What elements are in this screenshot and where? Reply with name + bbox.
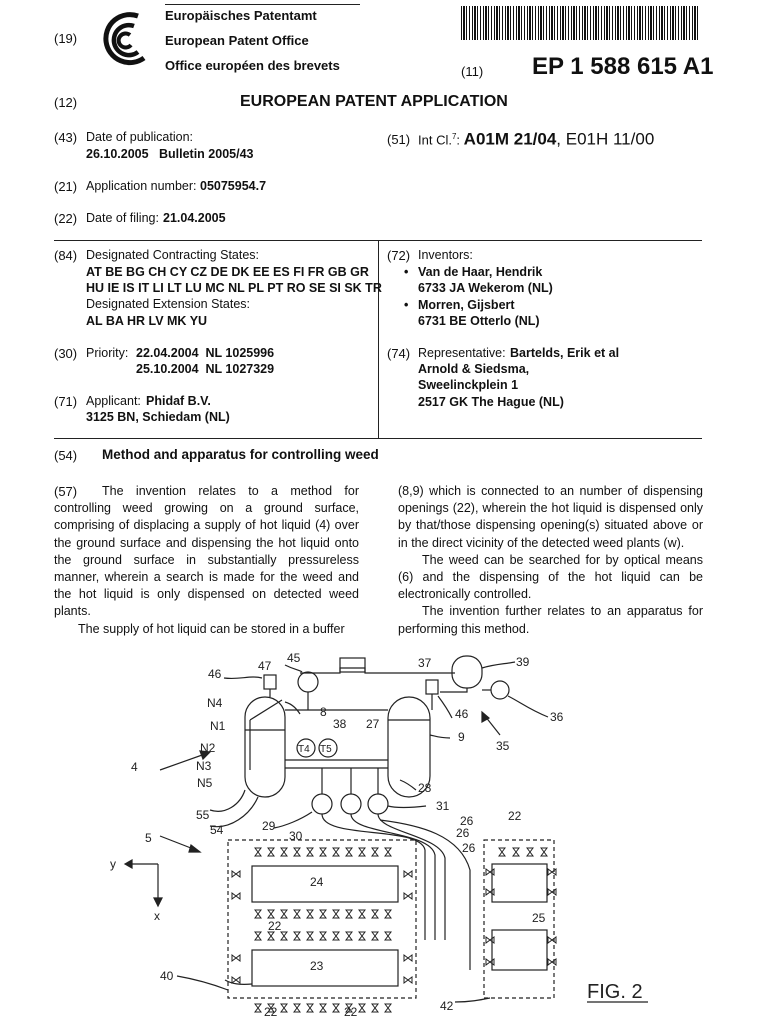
pub-date-value: 26.10.2005 Bulletin 2005/43 xyxy=(86,147,254,161)
ref-38: 38 xyxy=(333,717,347,731)
ref-5: 5 xyxy=(145,831,152,845)
int-cl xyxy=(418,127,654,150)
nozzle-icon xyxy=(404,893,412,899)
nozzle-icon xyxy=(404,871,412,877)
ref-46: 46 xyxy=(208,667,222,681)
ref-47: 47 xyxy=(258,659,272,673)
nozzle-icon xyxy=(307,932,313,940)
nozzle-icon xyxy=(346,910,352,918)
ref-27: 27 xyxy=(366,717,380,731)
nozzle-icon xyxy=(385,932,391,940)
field-frame-40 xyxy=(228,840,416,998)
nozzle-icon xyxy=(268,932,274,940)
representative-label: Representative: xyxy=(418,346,506,360)
nozzle-icon xyxy=(333,1004,339,1012)
nozzle-icon xyxy=(320,1004,326,1012)
code-21: (21) xyxy=(54,179,78,194)
nozzle-icon xyxy=(281,910,287,918)
code-51: (51) xyxy=(387,132,411,147)
code-12: (12) xyxy=(54,95,78,110)
ref-y: y xyxy=(110,857,116,871)
ref-24: 24 xyxy=(310,875,324,889)
hose xyxy=(351,814,435,940)
tank-8 xyxy=(245,697,285,797)
nozzle-icon xyxy=(541,848,547,856)
nozzle-icon xyxy=(294,1004,300,1012)
nozzle-icon xyxy=(232,977,240,983)
leader-line xyxy=(508,696,548,717)
nozzle-icon xyxy=(281,848,287,856)
nozzle-icon xyxy=(255,910,261,918)
inventor-1-address: 6733 JA Wekerom (NL) xyxy=(418,281,553,295)
pipe xyxy=(440,688,467,692)
inventor-2-name: Morren, Gijsbert xyxy=(418,298,515,312)
inventors-label: Inventors: xyxy=(418,248,473,262)
pump-icon xyxy=(312,794,332,814)
nozzle-icon xyxy=(346,848,352,856)
valve-47 xyxy=(264,675,276,689)
nozzle-icon xyxy=(372,1004,378,1012)
nozzle-icon xyxy=(320,932,326,940)
office-name-de: Europäisches Patentamt xyxy=(165,8,317,23)
filing-date-label: Date of filing: xyxy=(86,211,159,225)
manifold-25 xyxy=(492,930,547,970)
representative-line-1: Bartelds, Erik et al xyxy=(510,346,620,360)
nozzle-icon xyxy=(548,959,556,965)
ref-46b: 46 xyxy=(455,707,469,721)
ref-40: 40 xyxy=(160,969,174,983)
nozzle-icon xyxy=(404,977,412,983)
leader-line xyxy=(285,702,300,714)
ref-31: 31 xyxy=(436,799,450,813)
abstract-paragraph: The supply of hot liquid can be stored in a buffer xyxy=(78,621,345,636)
nozzle-icon xyxy=(486,959,494,965)
nozzle-icon xyxy=(385,1004,391,1012)
nozzle-icon xyxy=(232,871,240,877)
code-54: (54) xyxy=(54,448,78,463)
representative-line-4: 2517 GK The Hague (NL) xyxy=(418,395,564,409)
nozzle-icon xyxy=(333,932,339,940)
ref-9: 9 xyxy=(458,730,465,744)
nozzle-icon xyxy=(333,848,339,856)
nozzle-icon xyxy=(548,937,556,943)
representative-line-2: Arnold & Siedsma, xyxy=(418,362,530,376)
manifold-24 xyxy=(252,866,398,902)
gauge-45 xyxy=(298,672,318,692)
ref-22a: 22 xyxy=(508,809,522,823)
nozzle-icon xyxy=(307,848,313,856)
nozzle-icon xyxy=(359,910,365,918)
nozzle-icon xyxy=(307,910,313,918)
office-name-en: European Patent Office xyxy=(165,33,309,48)
ref-39: 39 xyxy=(516,655,530,669)
nozzle-icon xyxy=(268,910,274,918)
ref-x: x xyxy=(154,909,160,923)
nozzle-icon xyxy=(294,910,300,918)
ref-42: 42 xyxy=(440,999,454,1013)
representative-line-3: Sweelinckplein 1 xyxy=(418,378,519,392)
nozzle-icon xyxy=(527,848,533,856)
abstract-paragraph: The weed can be searched for by optical means (6) and the dispensing of the hot liquid can be electronically controlled. xyxy=(398,552,703,602)
priority-entry-1: 22.04.2004 NL 1025996 xyxy=(136,346,275,360)
nozzle-icon xyxy=(281,1004,287,1012)
ref-26c: 26 xyxy=(462,841,476,855)
ref-22c: 22 xyxy=(264,1005,278,1019)
nozzle-icon xyxy=(385,910,391,918)
ref-8: 8 xyxy=(320,705,327,719)
inventor-1-name: Van de Haar, Hendrik xyxy=(418,265,543,279)
pump-icon xyxy=(368,794,388,814)
ref-26b: 26 xyxy=(456,826,470,840)
nozzle-icon xyxy=(548,889,556,895)
states-line-1: AT BE BG CH CY CZ DE DK EE ES FI FR GB GR xyxy=(86,265,369,279)
ref-37: 37 xyxy=(418,656,432,670)
nozzle-icon xyxy=(333,910,339,918)
abstract-paragraph: The invention further relates to an apparatus for performing this method. xyxy=(398,604,703,636)
code-19: (19) xyxy=(54,31,78,46)
controller-box xyxy=(340,658,365,672)
document-type-title: EUROPEAN PATENT APPLICATION xyxy=(240,93,508,110)
nozzle-icon xyxy=(548,869,556,875)
int-cl-rest: , E01H 11/00 xyxy=(556,129,655,149)
bullet-icon: • xyxy=(404,265,409,279)
ref-28: 28 xyxy=(418,781,432,795)
applicant-address: 3125 BN, Schiedam (NL) xyxy=(86,410,230,424)
label-t5: T5 xyxy=(320,744,332,755)
leader-line xyxy=(285,665,302,672)
patent-figure xyxy=(0,640,768,1024)
leader-line xyxy=(400,780,416,790)
nozzle-icon xyxy=(359,1004,365,1012)
nozzle-icon xyxy=(268,848,274,856)
nozzle-icon xyxy=(359,932,365,940)
tank-39 xyxy=(452,656,482,688)
filing-date-value: 21.04.2005 xyxy=(163,211,226,225)
applicant-label: Applicant: xyxy=(86,394,141,408)
int-cl-label: Int Cl. xyxy=(418,132,452,148)
pub-date-label: Date of publication: xyxy=(86,130,194,144)
nozzle-icon xyxy=(294,932,300,940)
nozzle-icon xyxy=(359,848,365,856)
ref-23: 23 xyxy=(310,959,324,973)
code-74: (74) xyxy=(387,346,411,361)
ref-25: 25 xyxy=(532,911,546,925)
nozzle-icon xyxy=(320,848,326,856)
ref-54: 54 xyxy=(210,823,224,837)
leader-line xyxy=(438,696,452,718)
nozzle-icon xyxy=(372,932,378,940)
valve-46 xyxy=(426,680,438,694)
ref-30: 30 xyxy=(289,829,303,843)
nozzle-icon xyxy=(486,869,494,875)
states-line-2: HU IE IS IT LI LT LU MC NL PL PT RO SE SI SK TR xyxy=(86,281,382,295)
nozzle-icon xyxy=(255,848,261,856)
leader-line xyxy=(210,790,245,811)
ref-n1: N1 xyxy=(210,719,226,733)
manifold xyxy=(492,864,547,902)
ref-45: 45 xyxy=(287,651,301,665)
office-name-fr: Office européen des brevets xyxy=(165,58,340,73)
extension-states-label: Designated Extension States: xyxy=(86,297,250,311)
nozzle-icon xyxy=(372,910,378,918)
ref-36: 36 xyxy=(550,710,564,724)
code-22: (22) xyxy=(54,211,78,226)
abstract-paragraph: The invention relates to a method for controlling weed growing on a ground surface, comprising of displacing a supply of hot liquid (4) over the ground surface and dispensing the hot liquid onto the ground surface in substantially pressureless manner, wherein a search is made for the weed and the hot liquid is only dispensed on detected weed plants. xyxy=(54,484,359,619)
nozzle-icon xyxy=(513,848,519,856)
ref-55: 55 xyxy=(196,808,210,822)
states-label: Designated Contracting States: xyxy=(86,248,260,262)
abstract-paragraph: (8,9) which is connected to an number of dispensing openings (22), wherein the hot liquid is dispensed only by that/those dispensing opening(s) situated above or in the direct vicinity of the detected weed plants (w). xyxy=(398,484,703,550)
leader-line xyxy=(274,812,312,828)
nozzle-icon xyxy=(281,932,287,940)
nozzle-icon xyxy=(294,848,300,856)
ref-35: 35 xyxy=(496,739,510,753)
app-number-value: 05075954.7 xyxy=(200,179,267,193)
nozzle-icon xyxy=(486,937,494,943)
nozzle-icon xyxy=(307,1004,313,1012)
abstract-right-column xyxy=(398,483,703,638)
leader-line xyxy=(388,806,426,808)
nozzle-icon xyxy=(404,955,412,961)
nozzle-icon xyxy=(232,955,240,961)
nozzle-icon xyxy=(372,848,378,856)
pump-icon xyxy=(491,681,509,699)
ref-29: 29 xyxy=(262,819,276,833)
code-71: (71) xyxy=(54,394,78,409)
epo-logo-icon xyxy=(98,10,156,68)
leader-line xyxy=(177,976,228,990)
priority-entry-2: 25.10.2004 NL 1027329 xyxy=(136,362,275,376)
nozzle-icon xyxy=(499,848,505,856)
bullet-icon: • xyxy=(404,298,409,312)
nozzle-icon xyxy=(385,848,391,856)
applicant-name: Phidaf B.V. xyxy=(146,394,211,408)
code-11: (11) xyxy=(461,64,484,79)
nozzle-icon xyxy=(320,910,326,918)
nozzle-icon xyxy=(255,932,261,940)
publication-number: EP 1 588 615 A1 xyxy=(532,53,714,80)
code-72: (72) xyxy=(387,248,411,263)
label-t4: T4 xyxy=(298,744,310,755)
ref-4: 4 xyxy=(131,760,138,774)
nozzle-icon xyxy=(232,893,240,899)
nozzle-icon xyxy=(346,932,352,940)
int-cl-main: A01M 21/04 xyxy=(463,129,557,149)
priority-label: Priority: xyxy=(86,346,129,360)
leader-line xyxy=(224,677,262,678)
leader-line xyxy=(455,998,490,1002)
ref-22b: 22 xyxy=(268,919,282,933)
extension-states: AL BA HR LV MK YU xyxy=(86,314,208,328)
barcode xyxy=(461,6,700,40)
ref-n5: N5 xyxy=(197,776,213,790)
int-cl-colon: : xyxy=(456,132,461,148)
nozzle-icon xyxy=(255,1004,261,1012)
leader-line xyxy=(430,735,450,738)
invention-title: Method and apparatus for controlling weed xyxy=(102,447,379,462)
pump-icon xyxy=(341,794,361,814)
ref-n3: N3 xyxy=(196,759,212,773)
figure-label: FIG. 2 xyxy=(587,981,643,1003)
app-number-label: Application number: xyxy=(86,179,197,193)
ref-26a: 26 xyxy=(460,814,474,828)
ref-n4: N4 xyxy=(207,696,223,710)
inventor-2-address: 6731 BE Otterlo (NL) xyxy=(418,314,540,328)
abstract-left-column xyxy=(54,483,359,638)
code-57: (57) xyxy=(54,484,78,499)
code-30: (30) xyxy=(54,346,78,361)
ref-n2: N2 xyxy=(200,741,216,755)
pipe-line-37 xyxy=(300,668,455,673)
manifold-23 xyxy=(252,950,398,986)
code-43: (43) xyxy=(54,130,78,145)
leader-line xyxy=(482,662,515,668)
ref-22d: 22 xyxy=(344,1005,358,1019)
hose xyxy=(322,814,425,940)
int-cl-sup: 7 xyxy=(451,132,457,141)
nozzle-icon xyxy=(486,889,494,895)
code-84: (84) xyxy=(54,248,78,263)
